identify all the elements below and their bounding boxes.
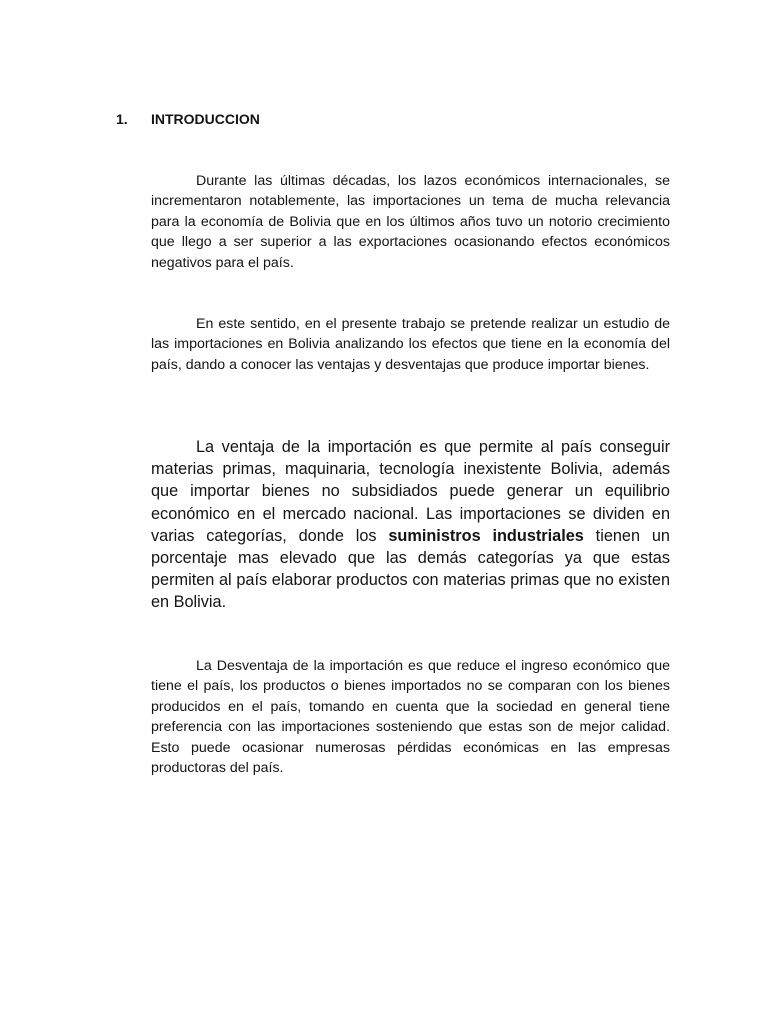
section-title: INTRODUCCION	[151, 111, 260, 127]
paragraph-advantages	[151, 436, 670, 614]
advantages-bold-term: suministros industriales	[388, 526, 584, 545]
section-number: 1.	[116, 111, 128, 127]
paragraph-disadvantages: La Desventaja de la importación es que reduce el ingreso económico que tiene el país, los productos o bienes importados no se comparan con los bienes producidos en el país, tomando en cuenta que la sociedad en general tiene preferencia con las importaciones sosteniendo que estas son de mejor calidad. Esto puede ocasionar numerosas pérdidas económicas en las empresas productoras del país.	[151, 658, 670, 777]
advantages-text-start: La ventaja de la importación es que permite al país conseguir materias primas, maquinaria, tecnología inexistente Bolivia, además que importar bienes no subsidiados puede generar un equilibrio económico en el mercado nacional. Las importaciones se dividen en varias categorías, donde los	[151, 438, 670, 545]
advantages-text-end: tienen un porcentaje mas elevado que las demás categorías ya que estas permiten al país elaborar productos con materias primas que no existen en Bolivia.	[151, 526, 670, 612]
section-heading	[116, 110, 260, 128]
paragraph-purpose: En este sentido, en el presente trabajo se pretende realizar un estudio de las importaciones en Bolivia analizando los efectos que tiene en la economía del país, dando a conocer las ventajas y desventajas que produce importar bienes.	[151, 316, 670, 373]
paragraph-intro: Durante las últimas décadas, los lazos económicos internacionales, se incrementaron notablemente, las importaciones un tema de mucha relevancia para la economía de Bolivia que en los últimos años tuvo un notorio crecimiento que llego a ser superior a las exportaciones ocasionando efectos económicos negativos para el país.	[151, 173, 670, 271]
